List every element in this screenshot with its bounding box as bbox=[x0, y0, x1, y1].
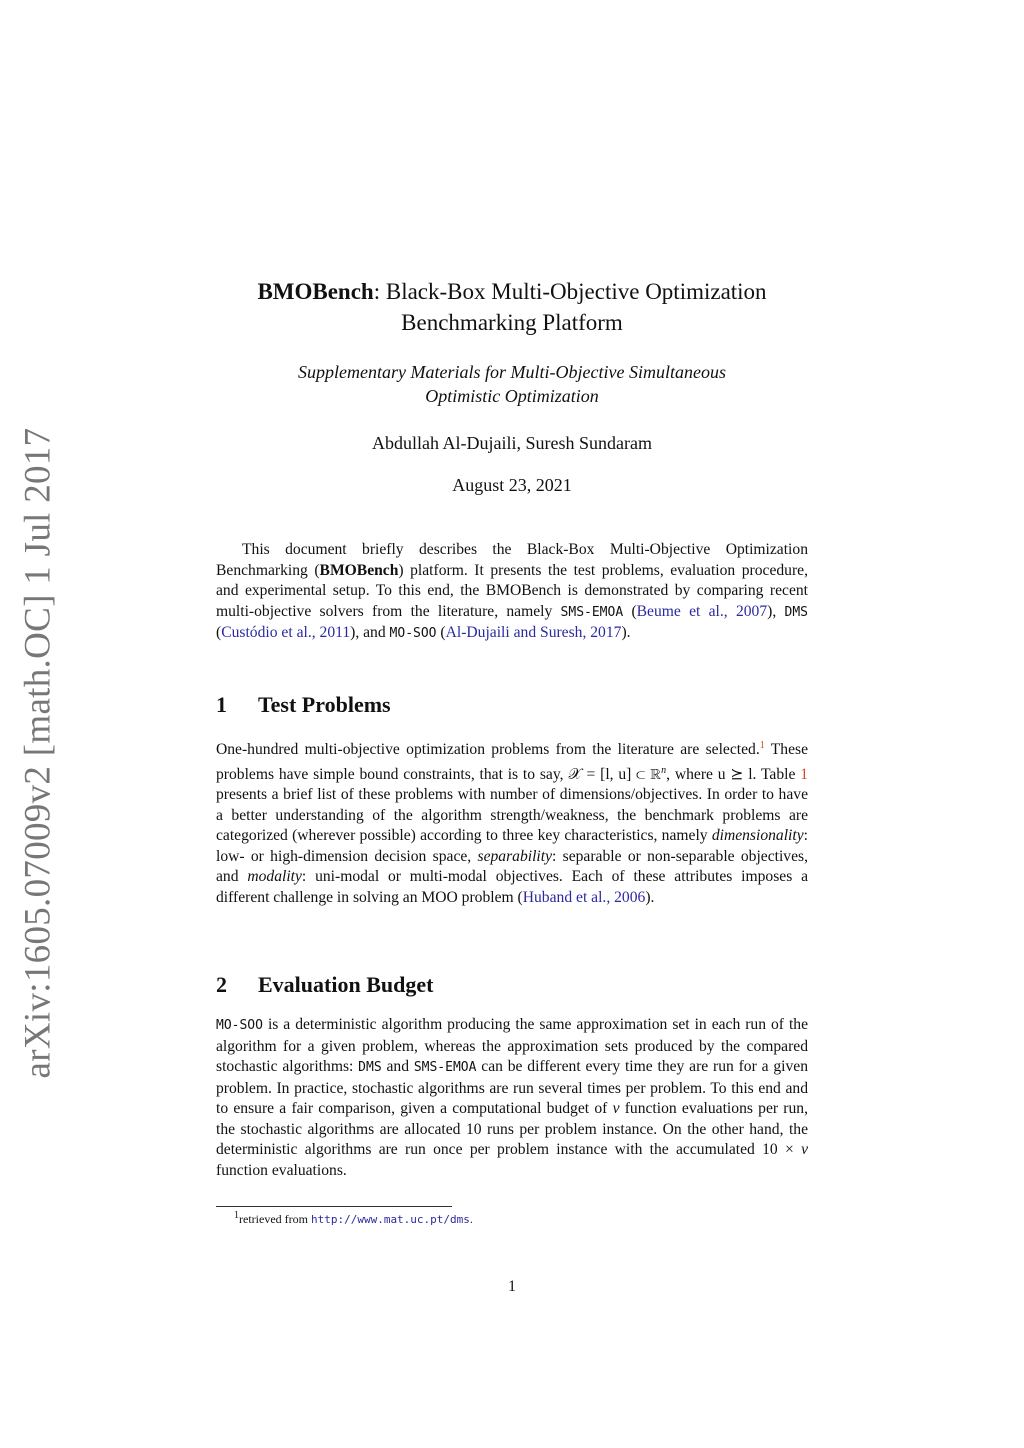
emphasis: modality bbox=[247, 868, 302, 886]
abstract-text: ), bbox=[767, 602, 785, 620]
paragraph-text: : low- or high-dimension decision space, bbox=[216, 827, 808, 865]
section-number: 2 bbox=[216, 972, 227, 997]
code-mo-soo: MO-SOO bbox=[389, 626, 437, 641]
abstract-bold: BMOBench bbox=[319, 561, 399, 579]
math-v: v bbox=[612, 1100, 620, 1117]
code-mo-soo: MO-SOO bbox=[216, 1018, 263, 1033]
abstract-text: ( bbox=[216, 624, 222, 641]
paragraph-text: ). bbox=[645, 888, 655, 906]
citation-link[interactable]: Huband et al., 2006 bbox=[522, 888, 646, 906]
paper-subtitle bbox=[216, 360, 808, 408]
abstract-text: This document briefly describes the Black-Box Multi-Objective Optimization Benchmarking ( bbox=[216, 541, 808, 579]
code-sms-emoa: SMS-EMOA bbox=[413, 1060, 477, 1075]
code-sms-emoa: SMS-EMOA bbox=[560, 604, 624, 620]
paragraph-text: One-hundred multi-objective optimization problems from the literature are selected. bbox=[216, 741, 760, 759]
abstract-text: ( bbox=[436, 624, 446, 641]
section-1-heading bbox=[216, 692, 808, 718]
paragraph-text: function evaluations. bbox=[216, 1161, 347, 1179]
section-2-heading bbox=[216, 972, 808, 998]
footnote-divider bbox=[216, 1206, 452, 1207]
paragraph-text: function evaluations per run, the stochastic algorithms are allocated 10 runs per problem instance. On the other hand, the deterministic algorithms are run once per problem instance with the accumulated 10 × bbox=[216, 1100, 808, 1158]
section-title: Test Problems bbox=[258, 692, 391, 717]
emphasis: separability bbox=[477, 847, 552, 865]
arxiv-identifier: arXiv:1605.07009v2 [math.OC] 1 Jul 2017 bbox=[17, 427, 59, 1079]
title-line1-rest: : Black-Box Multi-Objective Optimization bbox=[373, 279, 767, 304]
paragraph-text: These problems have simple bound constraints, that is to say, 𝒳 = [l, u] ⊂ ℝ bbox=[216, 741, 808, 783]
subtitle-line1: Supplementary Materials for Multi-Objective Simultaneous bbox=[298, 362, 726, 382]
section-1-paragraph bbox=[216, 736, 808, 908]
paper-title bbox=[216, 276, 808, 338]
citation-link[interactable]: Beume et al., 2007 bbox=[636, 602, 768, 620]
date: August 23, 2021 bbox=[452, 475, 572, 495]
superscript-n: n bbox=[661, 764, 667, 776]
abstract-text: ( bbox=[623, 602, 637, 620]
authors: Abdullah Al-Dujaili, Suresh Sundaram bbox=[372, 433, 652, 453]
paragraph-text: : uni-modal or multi-modal objectives. Each of these attributes imposes a different challenge in solving an MOO problem ( bbox=[216, 868, 808, 906]
section-title: Evaluation Budget bbox=[258, 972, 434, 997]
paragraph-text: , where u ⪰ l. Table bbox=[666, 765, 801, 783]
abstract bbox=[216, 540, 808, 645]
paragraph-text: and bbox=[381, 1058, 414, 1075]
footnote bbox=[234, 1210, 473, 1227]
paragraph-text: can be different every time they are run for a given problem. In practice, stochastic algorithms are run several times per problem. To this end and to ensure a fair comparison, given a computational budget of bbox=[216, 1058, 809, 1117]
title-line2: Benchmarking Platform bbox=[401, 310, 623, 335]
abstract-text: ), and bbox=[350, 624, 390, 641]
table-reference[interactable]: 1 bbox=[800, 765, 808, 783]
footnote-url-link[interactable]: http://www.mat.uc.pt/dms bbox=[310, 1213, 470, 1226]
code-dms: DMS bbox=[358, 1060, 382, 1075]
emphasis: dimensionality bbox=[711, 827, 804, 845]
section-2-paragraph bbox=[216, 1015, 808, 1181]
footnote-marker[interactable]: 1 bbox=[759, 740, 765, 751]
abstract-text: ) platform. It presents the test problems, evaluation procedure, and experimental setup. To this end, the BMOBench is demonstrated by comparing recent multi-objective solvers from the literature, namely bbox=[216, 561, 808, 620]
math-v: v bbox=[801, 1141, 808, 1158]
footnote-text: retrieved from bbox=[239, 1212, 311, 1226]
footnote-text: . bbox=[469, 1212, 473, 1226]
page-number: 1 bbox=[508, 1278, 516, 1295]
code-dms: DMS bbox=[784, 604, 809, 620]
title-bold: BMOBench bbox=[257, 279, 374, 304]
section-number: 1 bbox=[216, 692, 227, 717]
paragraph-text: : separable or non-separable objectives, and bbox=[216, 847, 808, 886]
paragraph-text: is a deterministic algorithm producing the same approximation set in each run of the algorithm for a given problem, whereas the approximation sets produced by the compared stochastic algorithms: bbox=[216, 1016, 808, 1075]
citation-link[interactable]: Al-Dujaili and Suresh, 2017 bbox=[445, 624, 622, 641]
citation-link[interactable]: Custódio et al., 2011 bbox=[221, 624, 351, 641]
footnote-number: 1 bbox=[234, 1210, 239, 1221]
paragraph-text: presents a brief list of these problems with number of dimensions/objectives. In order to have a better understanding of the algorithm strength/weakness, the benchmark problems are categorized (wherever possible) according to three key characteristics, namely bbox=[216, 786, 808, 845]
subtitle-line2: Optimistic Optimization bbox=[425, 386, 599, 406]
abstract-text: ). bbox=[621, 624, 631, 641]
